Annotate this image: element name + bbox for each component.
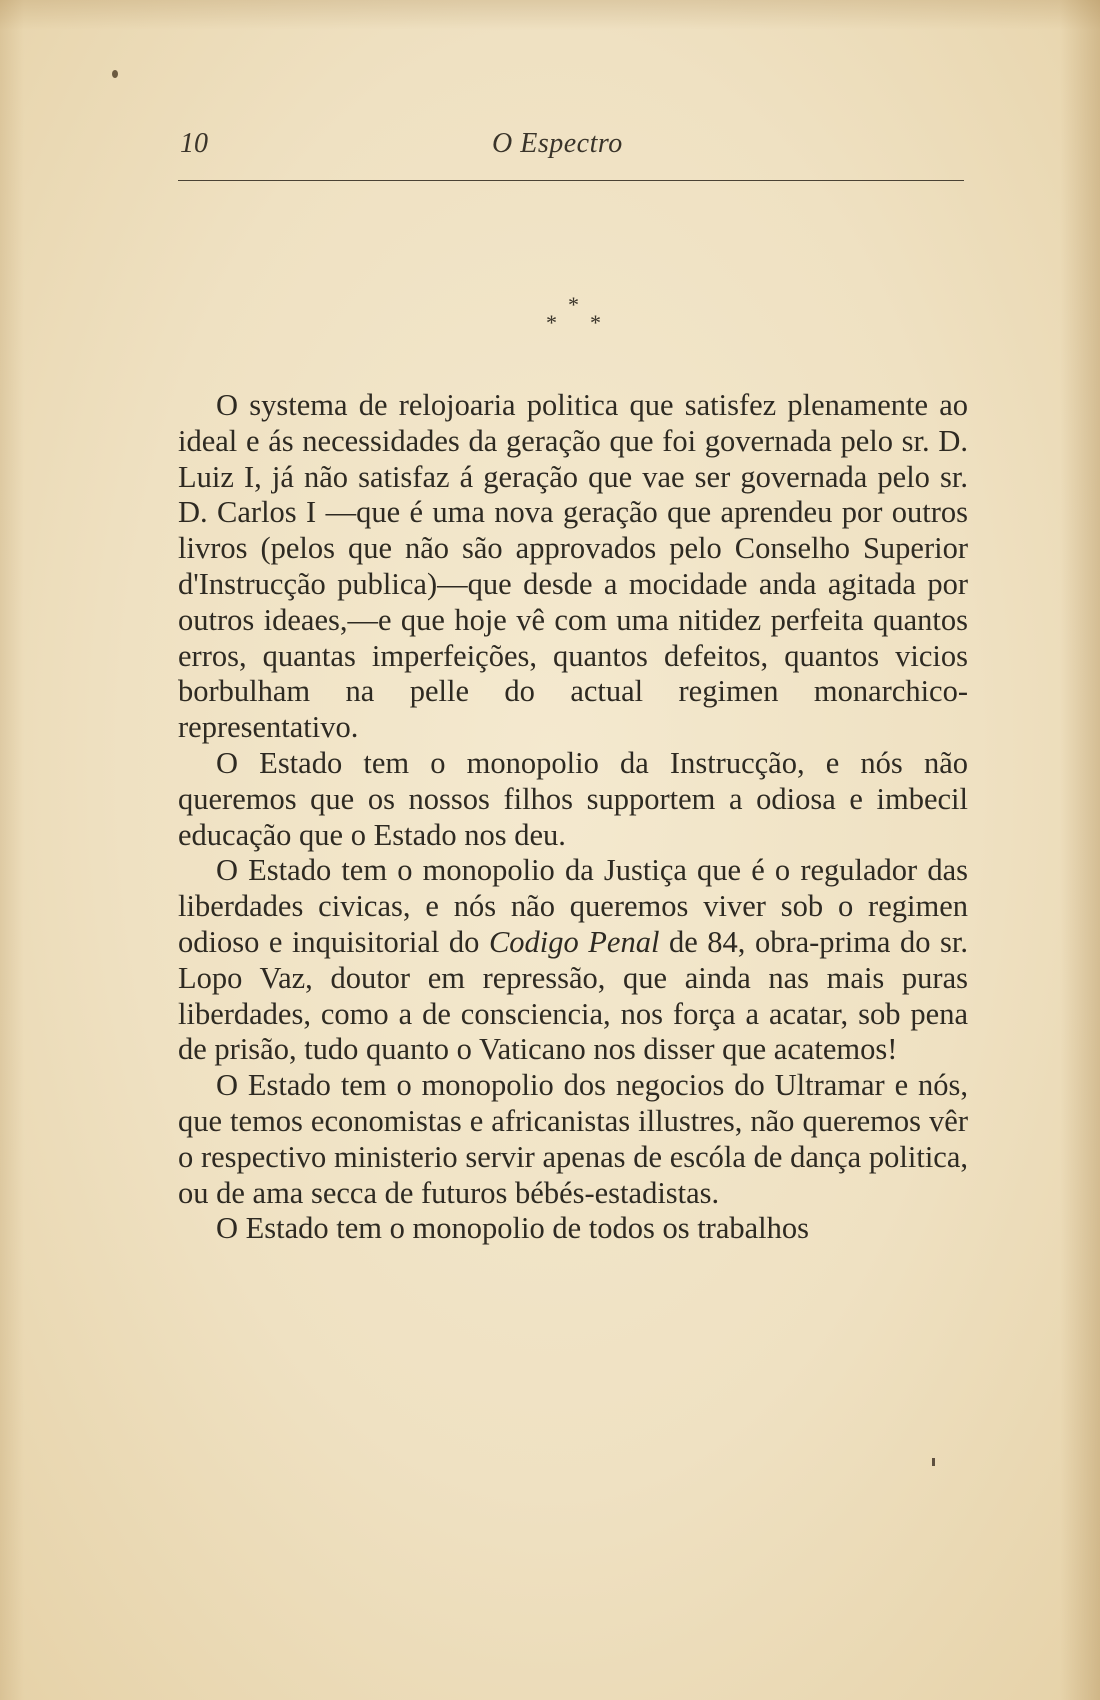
page-number: 10: [180, 128, 208, 159]
paragraph-trabalhos: O Estado tem o monopolio de todos os trabalhos: [216, 1211, 809, 1246]
page-edge-shading-right: [1060, 0, 1100, 1700]
running-title: O Espectro: [492, 128, 623, 159]
page-edge-shading-top: [0, 0, 1100, 30]
asterism-section-break: [540, 292, 604, 342]
asterism-star-top: *: [568, 292, 579, 317]
page-edge-shading-left: [0, 0, 24, 1700]
paragraph-instrucao: O Estado tem o monopolio da Instrucção, e nós não queremos que os nossos filhos supportem a odiosa e imbecil educação que o Estado nos deu.: [178, 745, 968, 852]
ink-speck: [932, 1458, 935, 1466]
paragraph-relojoaria: O systema de relojoaria politica que satisfez plenamente ao ideal e ás necessidades da geração que foi governada pelo sr. D. Luiz I, já não satisfaz á geração que vae ser governada pelo sr. D. Carlos I —que é uma nova geração que aprendeu por outros livros (pelos que não são approvados pelo Conselho Superior d'Instrucção publica)—que desde a mocidade anda agitada por outros ideaes,—e que hoje vê com uma nitidez perfeita quantos erros, quantas imperfeições, quantos defeitos, quantos vicios borbulham na pelle do actual regimen monarchico-representativo.: [178, 388, 968, 745]
body-text: [178, 388, 968, 1247]
paragraph-ultramar: O Estado tem o monopolio dos negocios do Ultramar e nós, que temos economistas e africanistas illustres, não queremos vêr o respectivo ministerio servir apenas de escóla de dança politica, ou de ama secca de futuros bébés-estadistas.: [178, 1068, 968, 1210]
running-header: [180, 128, 962, 164]
paragraph-text: de 84, obra-prima do sr. Lopo Vaz, doutor em repressão, que ainda nas mais puras liberdades, como a de consciencia, nos força a acatar, sob pena de prisão, tudo quanto o Vaticano nos disser que acatemos!: [178, 924, 968, 1067]
paragraph-text: O Estado tem o monopolio da Justiça que é o regulador das liberdades civicas, e nós não queremos viver sob o regimen odioso e inquisitorial do: [178, 853, 968, 959]
asterism-star-left: *: [546, 310, 557, 335]
header-rule: [178, 180, 964, 181]
italic-title-codigo-penal: Codigo Penal: [488, 924, 660, 959]
paragraph-justica: [178, 853, 968, 1068]
ink-speck: [112, 70, 118, 78]
asterism-star-right: *: [590, 310, 601, 335]
